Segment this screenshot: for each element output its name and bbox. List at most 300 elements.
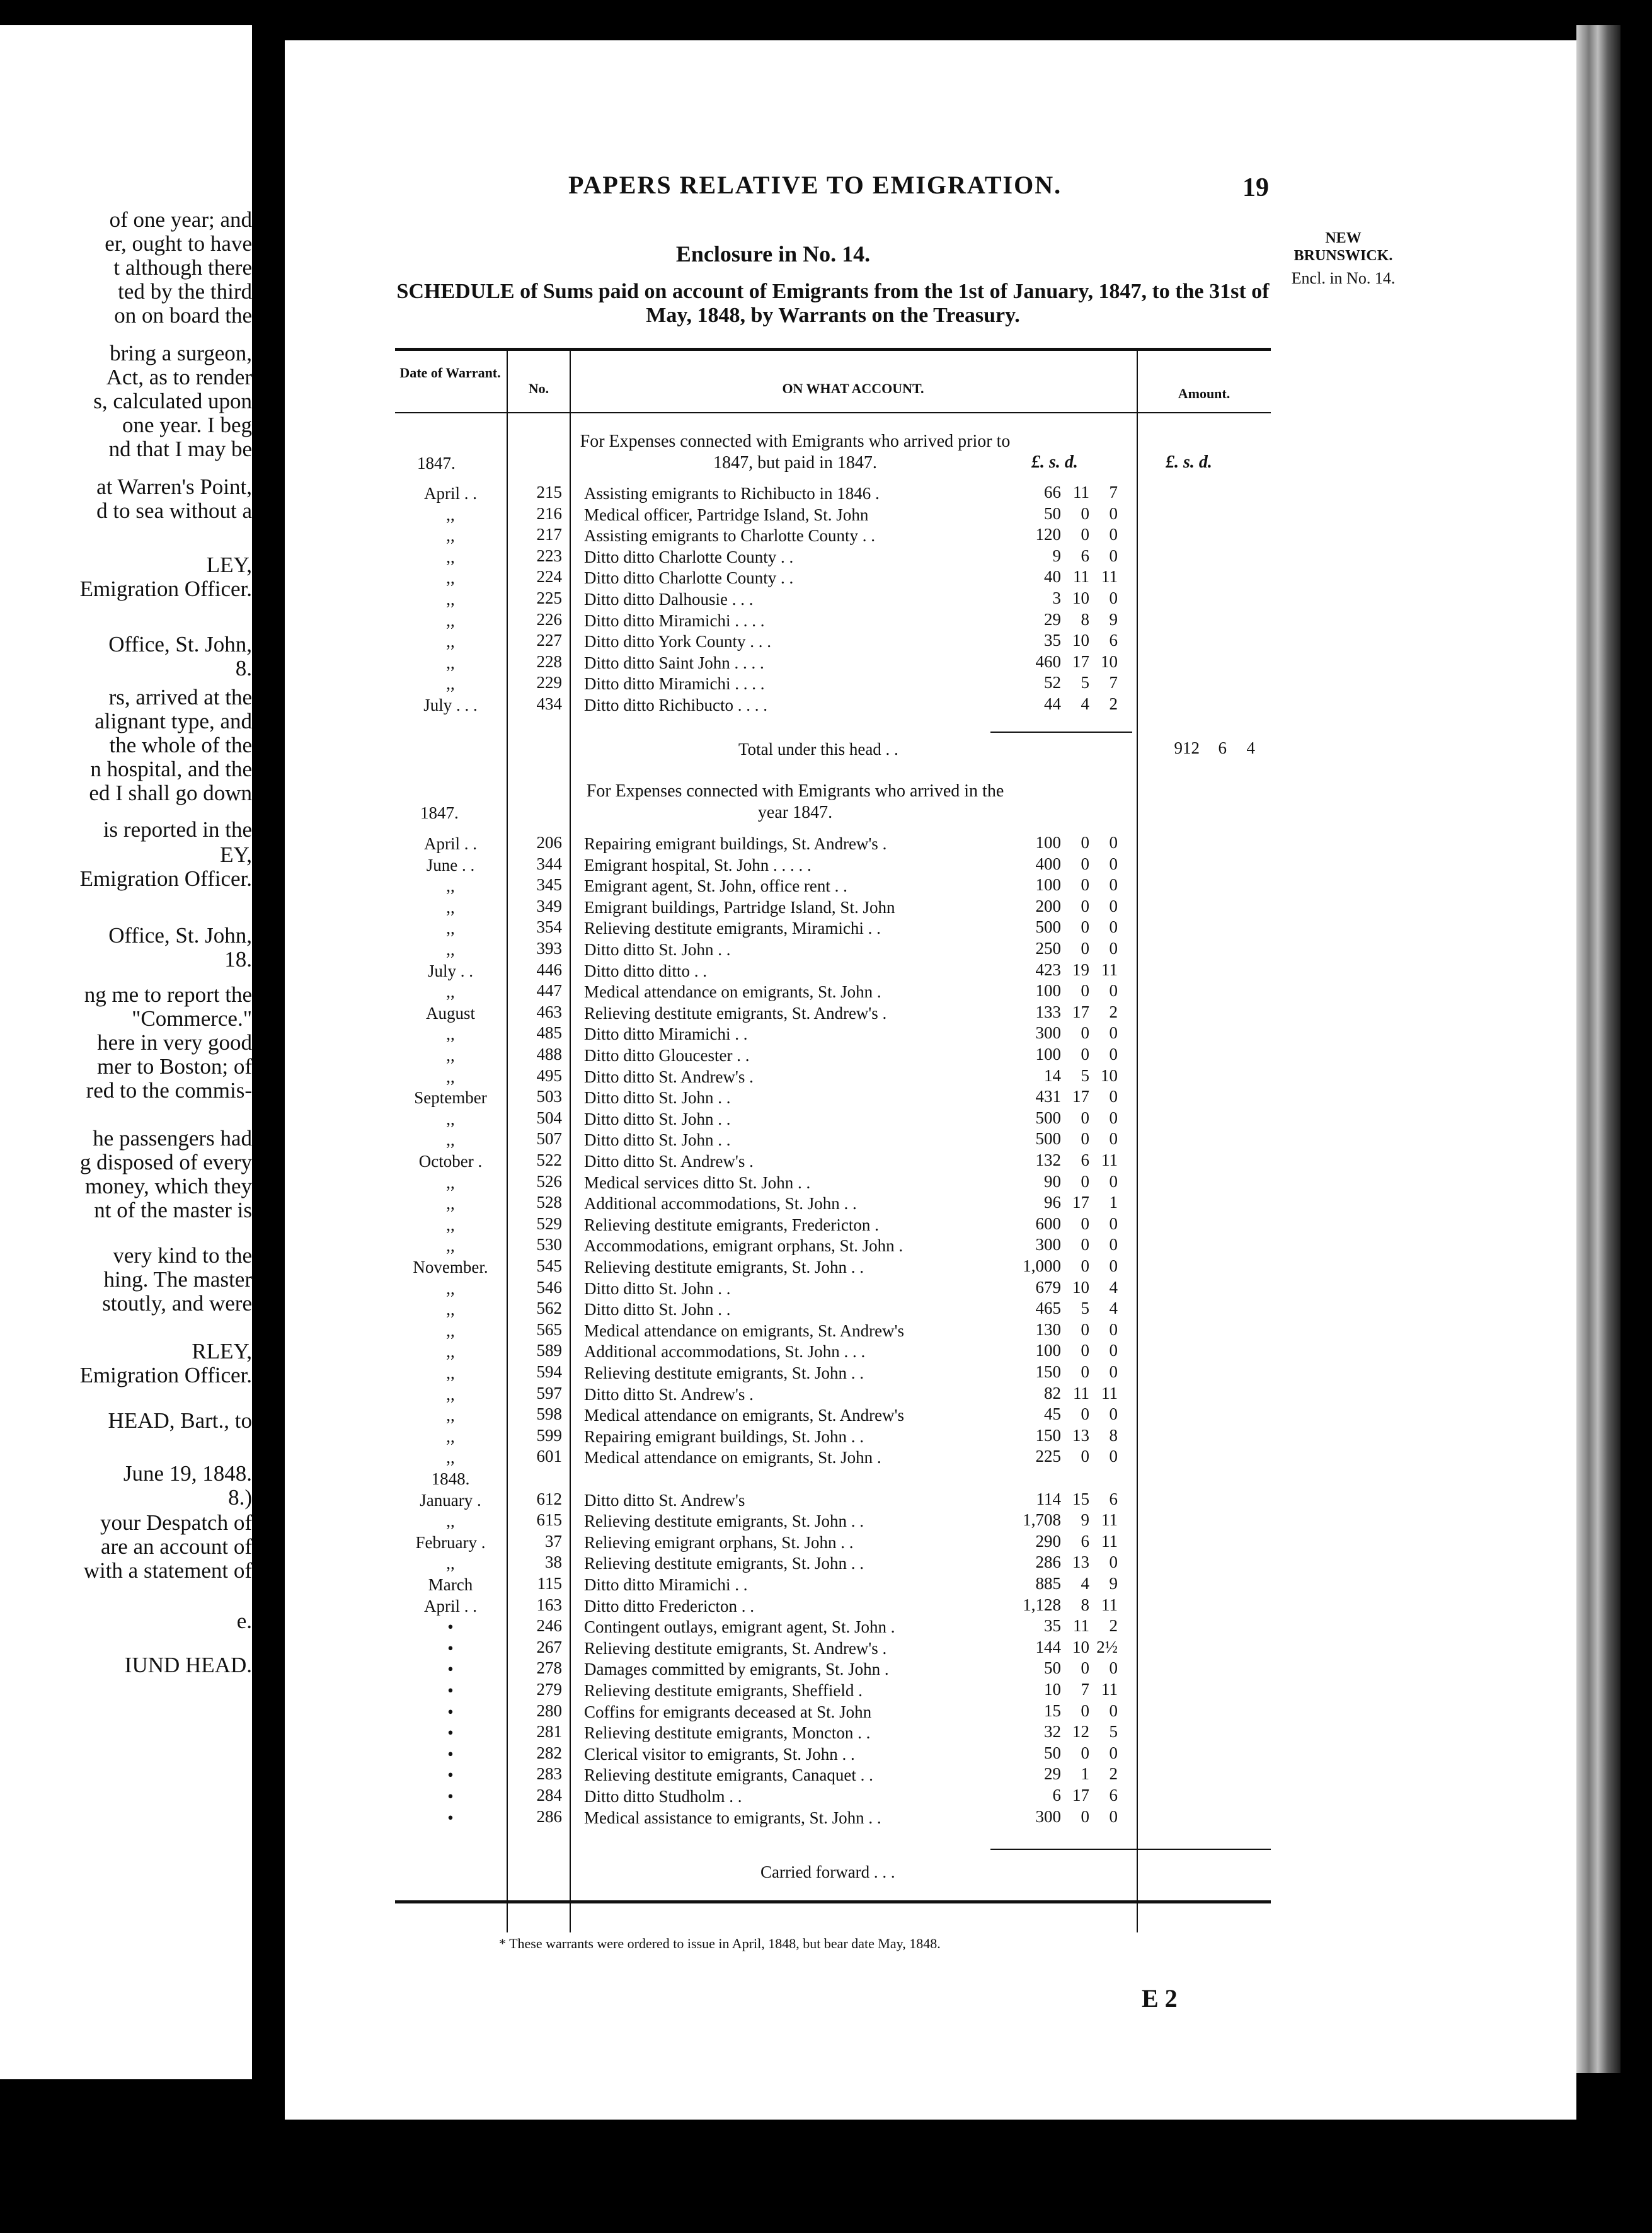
warrant-number: 488: [536, 1045, 562, 1064]
amount-pence: 8: [1109, 1425, 1118, 1445]
carried-forward: Carried forward . . .: [760, 1863, 895, 1881]
account-description: Emigrant hospital, St. John . . . . .: [584, 855, 812, 875]
amount-pounds: 465: [1035, 1299, 1061, 1318]
amount-pence: 0: [1109, 896, 1118, 916]
amount-pence: 0: [1109, 1658, 1118, 1678]
warrant-number: 278: [536, 1658, 562, 1678]
amount-shillings: 17: [1072, 1002, 1089, 1021]
lsd-header-amount: £. s. d.: [1166, 452, 1212, 472]
warrant-date: ,,: [446, 1426, 455, 1446]
account-description: Medical attendance on emigrants, St. John .: [584, 982, 881, 1002]
warrant-number: 589: [536, 1341, 562, 1360]
account-description: Ditto ditto St. Andrew's: [584, 1490, 745, 1510]
amount-shillings: 5: [1081, 673, 1089, 692]
amount-pence: 2: [1109, 1002, 1118, 1021]
amount-pence: 7: [1109, 483, 1118, 502]
amount-pounds: 50: [1044, 503, 1061, 523]
left-page-line: n hospital, and the: [90, 757, 252, 781]
amount-pence: 11: [1101, 960, 1118, 979]
account-description: Medical services ditto St. John . .: [584, 1173, 811, 1192]
account-description: Medical assistance to emigrants, St. John . .: [584, 1808, 881, 1827]
account-description: Ditto ditto Gloucester . .: [584, 1046, 750, 1065]
amount-pounds: 10: [1044, 1680, 1061, 1699]
account-description: Medical officer, Partridge Island, St. John: [584, 505, 869, 524]
amount-pounds: 200: [1035, 896, 1061, 916]
amount-pence: 0: [1109, 1129, 1118, 1149]
left-page-line: ed I shall go down: [89, 781, 252, 805]
amount-shillings: 10: [1072, 1637, 1089, 1656]
margin-note-line1: NEW: [1325, 230, 1362, 246]
amount-pence: 7: [1109, 673, 1118, 692]
account-description: Ditto ditto St. John . .: [584, 1278, 731, 1298]
page-gutter: [252, 0, 284, 2233]
amount-pounds: 45: [1044, 1404, 1061, 1424]
left-page-line: Emigration Officer.: [79, 866, 252, 891]
amount-pence: 9: [1109, 1574, 1118, 1593]
amount-pence: 0: [1109, 1108, 1118, 1127]
amount-shillings: 17: [1072, 1786, 1089, 1805]
margin-note-line3: Encl. in No. 14.: [1291, 269, 1396, 287]
amount-pence: 0: [1109, 854, 1118, 873]
amount-shillings: 6: [1081, 1151, 1089, 1169]
account-description: Ditto ditto Miramichi . . . .: [584, 674, 765, 694]
warrant-date: ,,: [446, 1173, 455, 1192]
amount-shillings: 0: [1081, 917, 1089, 937]
warrant-number: 393: [536, 939, 562, 958]
left-page-line: rs, arrived at the: [108, 685, 252, 709]
account-description: Relieving destitute emigrants, St. John . .: [584, 1363, 864, 1382]
amount-shillings: 4: [1081, 1574, 1089, 1593]
warrant-date: September: [414, 1088, 487, 1108]
amount-pounds: 66: [1044, 483, 1061, 502]
amount-shillings: 0: [1081, 854, 1089, 873]
amount-shillings: 0: [1081, 1806, 1089, 1826]
amount-pounds: 35: [1044, 1616, 1061, 1636]
warrant-date: ,,: [446, 590, 455, 609]
warrant-number: 528: [536, 1193, 562, 1212]
left-page-line: g disposed of every: [79, 1150, 252, 1174]
amount-pounds: 300: [1035, 1806, 1061, 1826]
amount-pounds: 500: [1035, 1108, 1061, 1127]
account-description: Ditto ditto Miramichi . .: [584, 1575, 748, 1594]
left-page-line: 8.): [228, 1485, 252, 1510]
amount-pounds: 133: [1035, 1002, 1061, 1021]
margin-note: [1268, 229, 1419, 287]
left-page-line: Emigration Officer.: [79, 577, 252, 601]
amount-pounds: 150: [1035, 1362, 1061, 1381]
warrant-number: 284: [536, 1786, 562, 1805]
left-page-line: is reported in the: [103, 817, 252, 842]
warrant-number: 228: [536, 652, 562, 671]
amount-pounds: 29: [1044, 609, 1061, 629]
section1-heading: For Expenses connected with Emigrants who arrived prior to 1847, but paid in 1847.: [580, 432, 1011, 473]
amount-shillings: 8: [1081, 1595, 1089, 1614]
total-shillings: 6: [1218, 738, 1227, 757]
left-page-line: money, which they: [84, 1174, 252, 1198]
warrant-number: 227: [536, 631, 562, 650]
left-page-line: red to the commis-: [86, 1078, 252, 1103]
warrant-number: 503: [536, 1087, 562, 1106]
warrant-number: 224: [536, 567, 562, 587]
amount-pence: 0: [1109, 1447, 1118, 1466]
warrant-number: 225: [536, 588, 562, 607]
left-page-line: IUND HEAD.: [124, 1653, 252, 1677]
total-pounds: 912: [1174, 738, 1200, 757]
warrant-number: 601: [536, 1447, 562, 1466]
amount-pence: 2½: [1096, 1637, 1118, 1656]
warrant-date: ,,: [446, 1025, 455, 1044]
amount-pounds: 35: [1044, 631, 1061, 650]
account-description: Emigrant buildings, Partridge Island, St. John: [584, 897, 895, 917]
left-page-line: nd that I may be: [108, 437, 252, 461]
account-description: Ditto ditto York County . . .: [584, 632, 772, 652]
amount-pence: 0: [1109, 1087, 1118, 1106]
warrant-number: 226: [536, 609, 562, 629]
amount-shillings: 0: [1081, 1404, 1089, 1424]
amount-pounds: 144: [1035, 1637, 1061, 1656]
amount-pence: 0: [1109, 1404, 1118, 1424]
warrant-date: April . .: [424, 1596, 477, 1616]
left-page-line: e.: [236, 1609, 252, 1633]
amount-pounds: 250: [1035, 939, 1061, 958]
amount-pounds: 431: [1035, 1087, 1061, 1106]
section2-heading: For Expenses connected with Emigrants who arrived in the year 1847.: [586, 781, 1004, 822]
warrant-number: 280: [536, 1701, 562, 1720]
account-description: Ditto ditto Saint John . . . .: [584, 653, 764, 672]
account-description: Ditto ditto Richibucto . . . .: [584, 696, 767, 715]
amount-shillings: 0: [1081, 981, 1089, 1001]
amount-pounds: 300: [1035, 1235, 1061, 1254]
col-rule-amount: [1137, 351, 1138, 1932]
left-page-line: he passengers had: [93, 1126, 252, 1151]
left-page-line: Office, St. John,: [108, 923, 252, 948]
left-page-line: alignant type, and: [95, 709, 252, 733]
total-pence: 4: [1246, 738, 1255, 757]
account-description: Relieving destitute emigrants, Sheffield .: [584, 1681, 863, 1700]
amount-pounds: 50: [1044, 1743, 1061, 1762]
amount-pounds: 300: [1035, 1023, 1061, 1043]
left-page-line: one year. I beg: [122, 413, 252, 437]
amount-shillings: 5: [1081, 1065, 1089, 1085]
amount-pounds: 1,000: [1023, 1256, 1061, 1275]
account-description: Ditto ditto St. Andrew's .: [584, 1384, 754, 1404]
account-description: Assisting emigrants to Charlotte County . .: [584, 526, 875, 546]
warrant-number: 282: [536, 1743, 562, 1762]
amount-shillings: 0: [1081, 1447, 1089, 1466]
warrant-date: ,,: [446, 919, 455, 938]
amount-pounds: 286: [1035, 1553, 1061, 1572]
warrant-date: ,,: [446, 505, 455, 524]
left-page-line: bring a surgeon,: [110, 341, 252, 365]
col-rule-date: [507, 351, 508, 1932]
amount-shillings: 0: [1081, 503, 1089, 523]
running-head: PAPERS RELATIVE TO EMIGRATION.: [568, 171, 1062, 199]
footnote: * These warrants were ordered to issue in April, 1848, but bear date May, 1848.: [499, 1936, 941, 1951]
account-description: Coffins for emigrants deceased at St. John: [584, 1702, 872, 1721]
amount-shillings: 13: [1072, 1553, 1089, 1572]
amount-pence: 2: [1109, 1616, 1118, 1636]
warrant-date: ,,: [446, 632, 455, 652]
amount-pence: 11: [1101, 567, 1118, 587]
warrant-number: 530: [536, 1235, 562, 1254]
amount-shillings: 0: [1081, 896, 1089, 916]
left-page-line: of one year; and: [109, 207, 252, 232]
account-description: Repairing emigrant buildings, St. Andrew's .: [584, 834, 887, 853]
table-bottom-rule: [395, 1900, 1271, 1903]
amount-shillings: 0: [1081, 1023, 1089, 1043]
account-description: Relieving destitute emigrants, St. Andrew's .: [584, 1638, 887, 1658]
warrant-date: •: [447, 1702, 454, 1721]
warrant-date: ,,: [446, 940, 455, 959]
warrant-date: July . .: [427, 961, 473, 980]
warrant-date: •: [447, 1723, 454, 1743]
warrant-date: ,,: [446, 1554, 455, 1573]
header-amount: Amount.: [1178, 386, 1230, 401]
warrant-date: ,,: [446, 547, 455, 566]
warrant-date: •: [447, 1765, 454, 1785]
amount-shillings: 11: [1073, 567, 1089, 587]
warrant-date: •: [447, 1808, 454, 1827]
amount-pounds: 120: [1035, 525, 1061, 544]
warrant-date: ,,: [446, 897, 455, 917]
left-page-line: EY,: [220, 842, 252, 867]
warrant-number: 507: [536, 1129, 562, 1149]
amount-shillings: 17: [1072, 652, 1089, 671]
account-description: Relieving destitute emigrants, Moncton . .: [584, 1723, 871, 1743]
account-description: Assisting emigrants to Richibucto in 1846 .: [584, 484, 880, 503]
account-description: Ditto ditto Miramichi . .: [584, 1025, 748, 1044]
warrant-number: 354: [536, 917, 562, 937]
amount-shillings: 0: [1081, 939, 1089, 958]
amount-pence: 0: [1109, 1171, 1118, 1191]
left-page-line: here in very good: [97, 1030, 252, 1055]
amount-shillings: 19: [1072, 960, 1089, 979]
warrant-number: 267: [536, 1637, 562, 1656]
amount-pounds: 3: [1052, 588, 1061, 607]
amount-pounds: 40: [1044, 567, 1061, 587]
amount-pence: 0: [1109, 1701, 1118, 1720]
account-description: Ditto ditto Charlotte County . .: [584, 568, 794, 588]
warrant-date: ,,: [446, 1236, 455, 1256]
warrant-number: 565: [536, 1319, 562, 1339]
amount-pounds: 114: [1036, 1489, 1061, 1508]
amount-pounds: 6: [1052, 1786, 1061, 1805]
left-page-line: the whole of the: [109, 733, 252, 757]
amount-pounds: 96: [1044, 1193, 1061, 1212]
warrant-date: ,,: [446, 982, 455, 1002]
account-description: Ditto ditto St. Andrew's .: [584, 1067, 754, 1086]
account-description: Ditto ditto St. John . .: [584, 940, 731, 959]
amount-shillings: 6: [1081, 546, 1089, 565]
total-label: Total under this head . .: [738, 740, 898, 759]
section2-year: 1847.: [420, 803, 459, 822]
account-description: Ditto ditto St. John . .: [584, 1300, 731, 1319]
account-description: Ditto ditto St. Andrew's .: [584, 1152, 754, 1171]
account-description: Ditto ditto Miramichi . . . .: [584, 611, 765, 630]
account-description: Medical attendance on emigrants, St. Andrew's: [584, 1406, 904, 1425]
amount-pence: 5: [1109, 1722, 1118, 1742]
account-description: Relieving destitute emigrants, St. John . .: [584, 1258, 864, 1277]
amount-pence: 0: [1109, 1341, 1118, 1360]
amount-shillings: 0: [1081, 1743, 1089, 1762]
account-description: Relieving destitute emigrants, St. John . .: [584, 1554, 864, 1573]
amount-pounds: 32: [1044, 1722, 1061, 1742]
warrant-date: ,,: [446, 1194, 455, 1214]
amount-shillings: 17: [1072, 1087, 1089, 1106]
amount-pounds: 290: [1035, 1531, 1061, 1551]
amount-pounds: 150: [1035, 1425, 1061, 1445]
warrant-number: 206: [536, 833, 562, 852]
schedule-title: SCHEDULE of Sums paid on account of Emigrants from the 1st of January, 1847, to the 31st of May, 1848, by Warrants on the Treasury.: [396, 280, 1270, 327]
amount-shillings: 17: [1072, 1193, 1089, 1212]
amount-shillings: 9: [1081, 1510, 1089, 1530]
warrant-date: •: [447, 1681, 454, 1700]
warrant-date: November.: [413, 1258, 488, 1277]
amount-pounds: 460: [1035, 652, 1061, 671]
warrant-number: 446: [536, 960, 562, 979]
amount-shillings: 0: [1081, 1341, 1089, 1360]
left-page-line: are an account of: [101, 1534, 252, 1559]
left-page-line: t although there: [113, 255, 252, 280]
warrant-date: •: [447, 1787, 454, 1806]
amount-pence: 11: [1101, 1383, 1118, 1403]
warrant-date: January .: [420, 1490, 481, 1510]
warrant-number: 163: [536, 1595, 562, 1614]
amount-pence: 10: [1101, 652, 1118, 671]
amount-shillings: 0: [1081, 1658, 1089, 1678]
amount-pounds: 90: [1044, 1171, 1061, 1191]
warrant-date: ,,: [446, 1130, 455, 1150]
warrant-number: 526: [536, 1171, 562, 1191]
left-page-line: on on board the: [114, 303, 252, 328]
warrant-number: 38: [545, 1553, 562, 1572]
signature-mark: E 2: [1142, 1984, 1178, 2012]
amount-pence: 10: [1101, 1065, 1118, 1085]
amount-pence: 6: [1109, 1489, 1118, 1508]
carried-rule: [990, 1849, 1271, 1850]
account-description: Ditto ditto ditto . .: [584, 961, 708, 980]
warrant-date: ,,: [446, 1342, 455, 1362]
account-description: Additional accommodations, St. John . . .: [584, 1342, 866, 1362]
left-facing-page: [0, 25, 252, 2079]
amount-shillings: 0: [1081, 1235, 1089, 1254]
left-page-line: at Warren's Point,: [96, 474, 252, 499]
warrant-number: 279: [536, 1680, 562, 1699]
warrant-date: 1848.: [431, 1469, 470, 1488]
warrant-date: ,,: [446, 1278, 455, 1298]
account-description: Relieving destitute emigrants, St. John . .: [584, 1512, 864, 1531]
warrant-date: ,,: [446, 1300, 455, 1319]
warrant-date: ,,: [446, 653, 455, 672]
amount-pounds: 14: [1044, 1065, 1061, 1085]
account-description: Ditto ditto Studholm . .: [584, 1787, 742, 1806]
amount-pence: 0: [1109, 833, 1118, 852]
amount-pounds: 132: [1035, 1151, 1061, 1169]
warrant-date: ,,: [446, 1448, 455, 1467]
amount-shillings: 11: [1073, 1616, 1089, 1636]
header-no: No.: [528, 381, 549, 396]
account-description: Ditto ditto Charlotte County . .: [584, 547, 794, 566]
amount-pence: 0: [1109, 875, 1118, 895]
warrant-date: March: [428, 1575, 473, 1594]
warrant-date: ,,: [446, 1406, 455, 1425]
warrant-number: 562: [536, 1299, 562, 1318]
amount-pounds: 1,128: [1023, 1595, 1061, 1614]
book-edge: [1576, 25, 1620, 2073]
left-page-line: ng me to report the: [84, 982, 252, 1007]
amount-pounds: 500: [1035, 917, 1061, 937]
amount-shillings: 0: [1081, 1362, 1089, 1381]
account-description: Ditto ditto Dalhousie . . .: [584, 590, 754, 609]
account-description: Ditto ditto St. John . .: [584, 1109, 731, 1128]
left-page-line: "Commerce.": [132, 1006, 252, 1031]
left-page-line: June 19, 1848.: [123, 1461, 252, 1486]
warrant-date: •: [447, 1617, 454, 1637]
amount-pounds: 29: [1044, 1764, 1061, 1784]
amount-pence: 0: [1109, 981, 1118, 1001]
amount-shillings: 10: [1072, 588, 1089, 607]
amount-pence: 0: [1109, 588, 1118, 607]
left-page-line: 8.: [235, 656, 252, 680]
left-page-line: with a statement of: [83, 1558, 252, 1583]
warrant-date: ,,: [446, 876, 455, 896]
warrant-number: 545: [536, 1256, 562, 1275]
amount-pence: 0: [1109, 1256, 1118, 1275]
amount-shillings: 0: [1081, 1108, 1089, 1127]
account-description: Relieving destitute emigrants, Miramichi . .: [584, 919, 881, 938]
account-description: Additional accommodations, St. John . .: [584, 1194, 857, 1214]
amount-shillings: 0: [1081, 833, 1089, 852]
amount-pence: 11: [1101, 1595, 1118, 1614]
account-description: Relieving destitute emigrants, St. Andrew's .: [584, 1003, 887, 1023]
amount-pounds: 100: [1035, 1045, 1061, 1064]
account-description: Repairing emigrant buildings, St. John . .: [584, 1426, 864, 1446]
amount-pounds: 225: [1035, 1447, 1061, 1466]
left-page-line: ted by the third: [118, 279, 252, 304]
amount-shillings: 0: [1081, 875, 1089, 895]
amount-shillings: 0: [1081, 1129, 1089, 1149]
amount-pence: 0: [1109, 917, 1118, 937]
amount-pence: 0: [1109, 1743, 1118, 1762]
warrant-number: 463: [536, 1002, 562, 1021]
account-description: Medical attendance on emigrants, St. Andrew's: [584, 1321, 904, 1340]
warrant-number: 37: [545, 1531, 562, 1551]
amount-pence: 0: [1109, 1045, 1118, 1064]
warrant-number: 217: [536, 525, 562, 544]
warrant-number: 215: [536, 483, 562, 502]
left-page-line: 18.: [224, 947, 252, 972]
warrant-number: 349: [536, 896, 562, 916]
account-description: Emigrant agent, St. John, office rent . .: [584, 876, 847, 896]
amount-pounds: 500: [1035, 1129, 1061, 1149]
warrant-date: April . .: [424, 484, 477, 503]
warrant-date: ,,: [446, 1512, 455, 1531]
amount-pounds: 15: [1044, 1701, 1061, 1720]
margin-note-line2: BRUNSWICK.: [1293, 248, 1393, 264]
amount-pence: 11: [1101, 1531, 1118, 1551]
left-page-line: Emigration Officer.: [79, 1363, 252, 1387]
amount-pence: 11: [1101, 1151, 1118, 1169]
warrant-number: 594: [536, 1362, 562, 1381]
warrant-date: ,,: [446, 611, 455, 630]
amount-pence: 11: [1101, 1510, 1118, 1530]
amount-shillings: 0: [1081, 1319, 1089, 1339]
amount-pounds: 100: [1035, 1341, 1061, 1360]
amount-pence: 4: [1109, 1299, 1118, 1318]
amount-shillings: 7: [1081, 1680, 1089, 1699]
warrant-number: 504: [536, 1108, 562, 1127]
header-bottom-rule: [395, 412, 1271, 413]
